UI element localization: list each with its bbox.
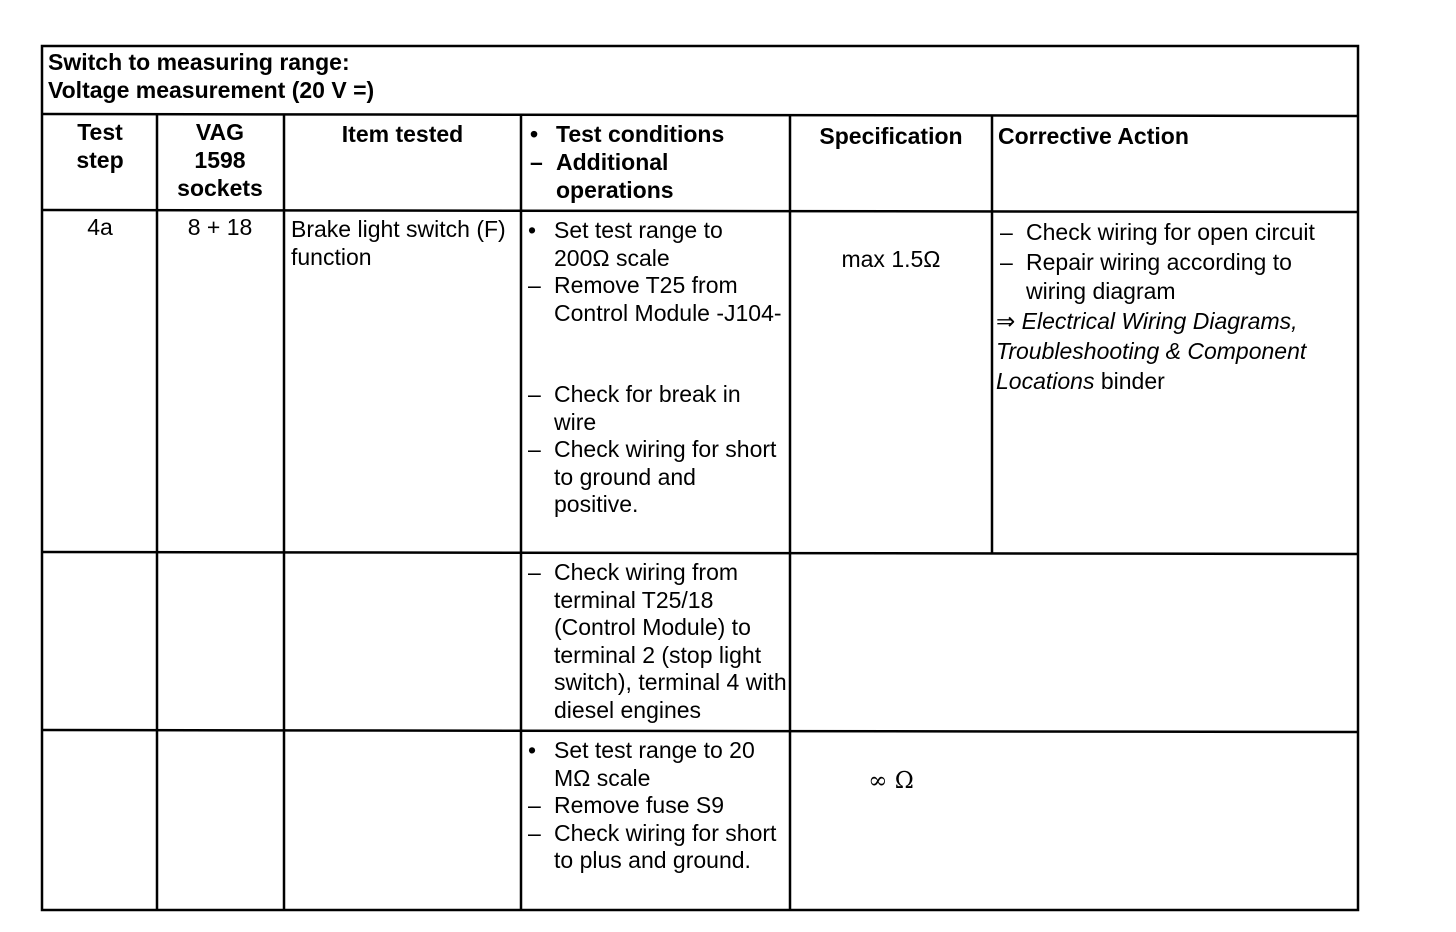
header-conditions-bullet: • Test conditions	[530, 121, 725, 147]
row1-action-item: – Check wiring for open circuit	[1000, 219, 1315, 245]
header-item-tested: Item tested	[341, 121, 464, 147]
row1-rule	[42, 552, 1358, 554]
header-rule	[42, 210, 1358, 212]
row3-condition-item: • Set test range to 20 MΩ scale	[528, 737, 755, 791]
row1-condition-item: – Remove T25 from Control Module -J104-	[528, 272, 782, 326]
row2-condition-item: – Check wiring from terminal T25/18 (Control Module) to terminal 2 (stop light switch), terminal 4 with diesel engines	[528, 559, 787, 723]
header-corrective-action: Corrective Action	[998, 123, 1189, 149]
header-conditions-dash: – Additional operations	[530, 149, 674, 203]
title-line-1: Switch to measuring range:	[48, 49, 350, 75]
row1-test-step: 4a	[87, 214, 113, 240]
row3-conditions	[524, 737, 784, 875]
row1-conditions	[524, 217, 784, 519]
header-specification: Specification	[819, 123, 963, 149]
header-test-step: Test step	[76, 119, 124, 173]
row1-condition-gap	[524, 327, 784, 381]
row1-action-item: – Repair wiring according to wiring diagram	[1000, 248, 1292, 305]
header-vag-sockets: VAG 1598 sockets	[177, 119, 263, 201]
title-rule	[42, 114, 1358, 116]
row2-conditions	[524, 559, 788, 724]
row1-wiring-diagram-reference: ⇒ Electrical Wiring Diagrams, Troubleshooting & Component Locations binder	[996, 308, 1307, 394]
row1-sockets: 8 + 18	[187, 214, 253, 240]
row1-condition-item: – Check for break in wire	[528, 381, 741, 435]
reference-binder-title: Electrical Wiring Diagrams, Troubleshooting & Component Locations	[996, 308, 1307, 394]
row3-condition-item: – Remove fuse S9	[528, 792, 725, 818]
reference-arrow-icon: ⇒	[996, 308, 1016, 335]
row3-condition-item: – Check wiring for short to plus and ground.	[528, 819, 777, 873]
row1-condition-item: – Check wiring for short to ground and positive.	[528, 436, 777, 517]
row1-specification: max 1.5Ω	[841, 246, 941, 272]
table-title	[48, 48, 374, 104]
row1-item-tested: Brake light switch (F) function	[291, 216, 506, 270]
row2-rule	[42, 730, 1358, 732]
header-test-conditions	[526, 120, 776, 204]
title-line-2: Voltage measurement (20 V =)	[48, 77, 375, 103]
row3-specification: ∞ Ω	[868, 768, 914, 794]
row1-corrective-action	[996, 218, 1356, 396]
row1-condition-item: • Set test range to 200Ω scale	[528, 217, 723, 271]
